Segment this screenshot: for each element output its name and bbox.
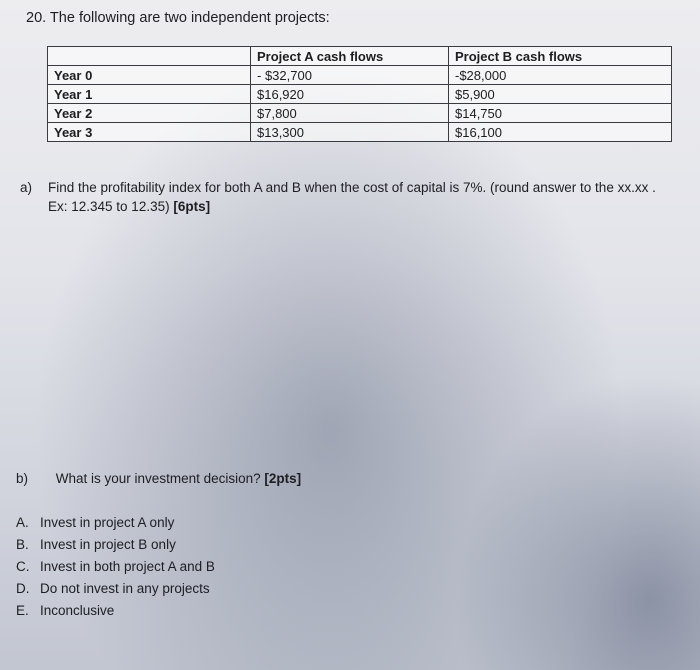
- option-letter: B.: [16, 537, 29, 552]
- option-item: [16, 534, 215, 556]
- year-label: Year 3: [48, 123, 251, 142]
- option-letter: C.: [16, 559, 30, 574]
- option-letter: D.: [16, 581, 30, 596]
- option-letter: A.: [16, 515, 29, 530]
- option-text: Invest in project B only: [40, 537, 176, 552]
- option-text: Invest in both project A and B: [40, 559, 215, 574]
- part-a-question: [20, 178, 670, 216]
- part-b-points: [2pts]: [264, 471, 302, 486]
- option-item: [16, 512, 215, 534]
- part-b-question: [16, 471, 301, 486]
- table-header-row: [48, 47, 672, 66]
- option-text: Invest in project A only: [40, 515, 175, 530]
- project-b-value: $14,750: [449, 104, 672, 123]
- table-header-cell: Project B cash flows: [449, 47, 672, 66]
- year-label: Year 0: [48, 66, 251, 85]
- option-item: [16, 578, 215, 600]
- option-item: [16, 600, 215, 622]
- year-label: Year 2: [48, 104, 251, 123]
- project-a-value: - $32,700: [251, 66, 449, 85]
- project-a-value: $16,920: [251, 85, 449, 104]
- table-row: [48, 66, 672, 85]
- question-title: 20. The following are two independent projects:: [26, 10, 330, 26]
- project-b-value: $16,100: [449, 123, 672, 142]
- project-b-value: $5,900: [449, 85, 672, 104]
- part-b-marker: b): [16, 471, 29, 486]
- answer-options: [16, 512, 215, 622]
- year-label: Year 1: [48, 85, 251, 104]
- part-a-text: Find the profitability index for both A and B when the cost of capital is 7%. (round answer to the xx.xx . Ex: 12.345 to 12.35): [48, 180, 656, 214]
- table-row: [48, 123, 672, 142]
- cash-flow-table: [47, 46, 672, 142]
- option-item: [16, 556, 215, 578]
- part-b-text: What is your investment decision?: [55, 471, 261, 486]
- table-row: [48, 104, 672, 123]
- project-b-value: -$28,000: [449, 66, 672, 85]
- part-a-marker: a): [20, 180, 33, 195]
- option-letter: E.: [16, 603, 29, 618]
- part-a-points: [6pts]: [173, 199, 211, 214]
- table-header-cell: Project A cash flows: [251, 47, 449, 66]
- option-text: Inconclusive: [40, 603, 115, 618]
- option-text: Do not invest in any projects: [40, 581, 210, 596]
- table-header-cell: [48, 47, 251, 66]
- project-a-value: $7,800: [251, 104, 449, 123]
- project-a-value: $13,300: [251, 123, 449, 142]
- table-row: [48, 85, 672, 104]
